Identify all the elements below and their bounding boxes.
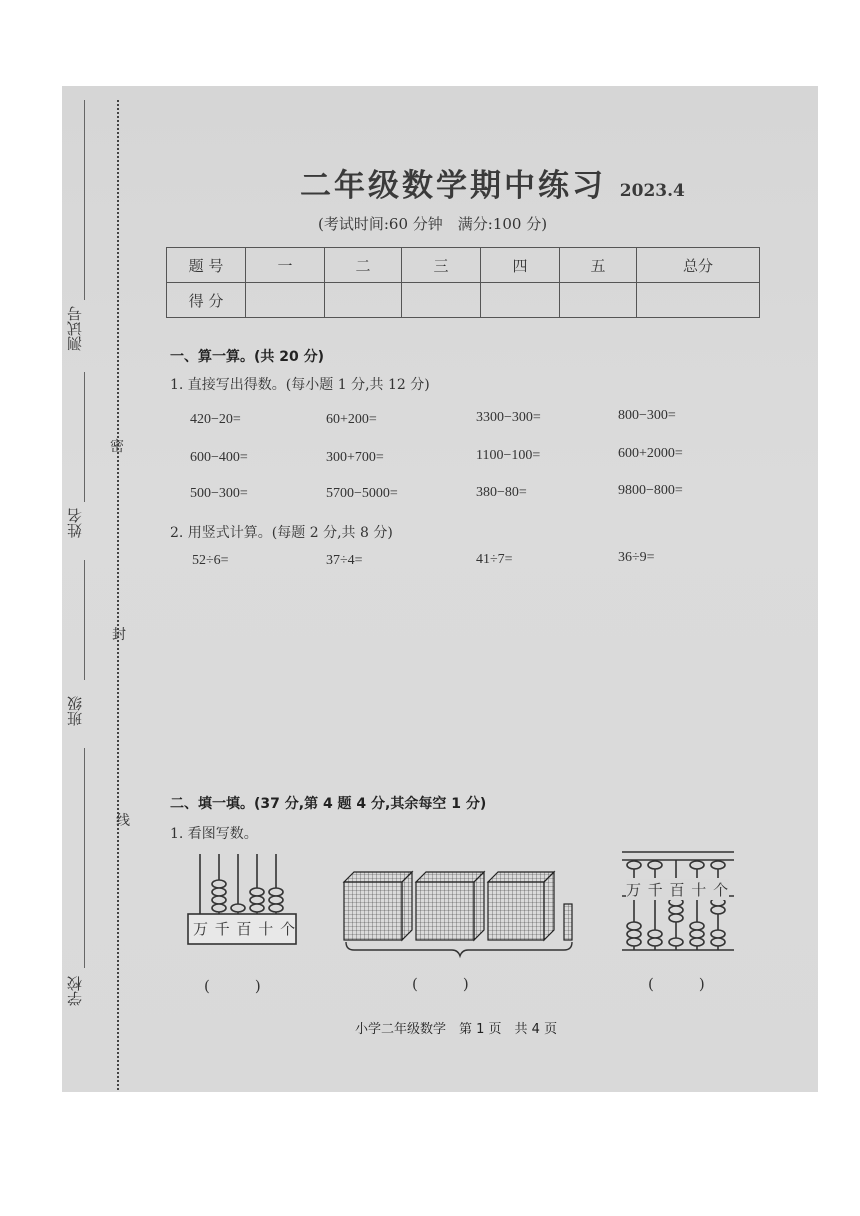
page-title — [300, 160, 685, 205]
section2-heading: 二、填一填。(37 分,第 4 题 4 分,其余每空 1 分) — [170, 796, 487, 812]
answer-blank-3[interactable]: ( ) — [648, 975, 705, 993]
exam-id-label: 测试号 — [66, 306, 84, 351]
class-blank — [84, 560, 85, 680]
answer-blank-1[interactable]: ( ) — [204, 977, 261, 995]
calc-item: 800−300= — [618, 408, 676, 423]
section1-q1-label: 1. 直接写出得数。(每小题 1 分,共 12 分) — [170, 377, 430, 393]
abacus2-place-labels: 万 千 百 十 个 — [626, 881, 730, 899]
section2-q1-label: 1. 看图写数。 — [170, 826, 258, 842]
calc-item: 9800−800= — [618, 483, 683, 498]
score-header-cell: 题 号 — [167, 248, 246, 283]
calc-item: 600+2000= — [618, 446, 683, 461]
abacus-figure-2 — [620, 850, 736, 954]
score-cell[interactable] — [481, 283, 560, 318]
division-item: 37÷4= — [326, 553, 363, 568]
score-table — [166, 247, 760, 318]
exam-id-blank — [84, 100, 85, 300]
calc-item: 600−400= — [190, 450, 248, 465]
abacus1-place-labels: 万 千 百 十 个 — [193, 920, 297, 938]
score-table-score-row — [167, 283, 760, 318]
score-cell[interactable] — [325, 283, 402, 318]
school-label: 学校 — [66, 976, 84, 1006]
score-header-cell: 总分 — [637, 248, 760, 283]
score-cell[interactable] — [637, 283, 760, 318]
calc-item: 500−300= — [190, 486, 248, 501]
score-row-label: 得 分 — [167, 283, 246, 318]
division-item: 36÷9= — [618, 550, 655, 565]
score-header-cell: 五 — [560, 248, 637, 283]
calc-item: 1100−100= — [476, 448, 541, 463]
name-label: 姓名 — [66, 508, 84, 538]
score-header-cell: 二 — [325, 248, 402, 283]
section1-q2-label: 2. 用竖式计算。(每题 2 分,共 8 分) — [170, 525, 393, 541]
calc-item: 60+200= — [326, 412, 377, 427]
score-header-cell: 三 — [402, 248, 481, 283]
answer-blank-2[interactable]: ( ) — [412, 975, 469, 993]
binding-dotted-line — [117, 100, 119, 1090]
score-table-header-row — [167, 248, 760, 283]
name-blank — [84, 372, 85, 502]
seal-xian: 线 — [116, 813, 130, 829]
page-footer: 小学二年级数学 第 1 页 共 4 页 — [355, 1022, 558, 1037]
section1-heading: 一、算一算。(共 20 分) — [170, 349, 325, 365]
calc-item: 3300−300= — [476, 410, 541, 425]
score-cell[interactable] — [560, 283, 637, 318]
score-header-cell: 四 — [481, 248, 560, 283]
exam-subtitle: (考试时间:60 分钟 满分:100 分) — [318, 215, 548, 233]
score-cell[interactable] — [402, 283, 481, 318]
calc-item: 420−20= — [190, 412, 241, 427]
title-year: 2023.4 — [619, 181, 685, 201]
seal-mi: 密 — [110, 439, 124, 455]
title-text: 二年级数学期中练习 — [300, 168, 606, 204]
calc-item: 380−80= — [476, 485, 527, 500]
score-header-cell: 一 — [246, 248, 325, 283]
calc-item: 5700−5000= — [326, 486, 398, 501]
division-item: 52÷6= — [192, 553, 229, 568]
base-ten-blocks-figure — [340, 870, 580, 960]
division-item: 41÷7= — [476, 552, 513, 567]
school-blank — [84, 748, 85, 968]
class-label: 班级 — [66, 696, 84, 726]
score-cell[interactable] — [246, 283, 325, 318]
seal-feng: 封 — [112, 627, 126, 643]
calc-item: 300+700= — [326, 450, 384, 465]
